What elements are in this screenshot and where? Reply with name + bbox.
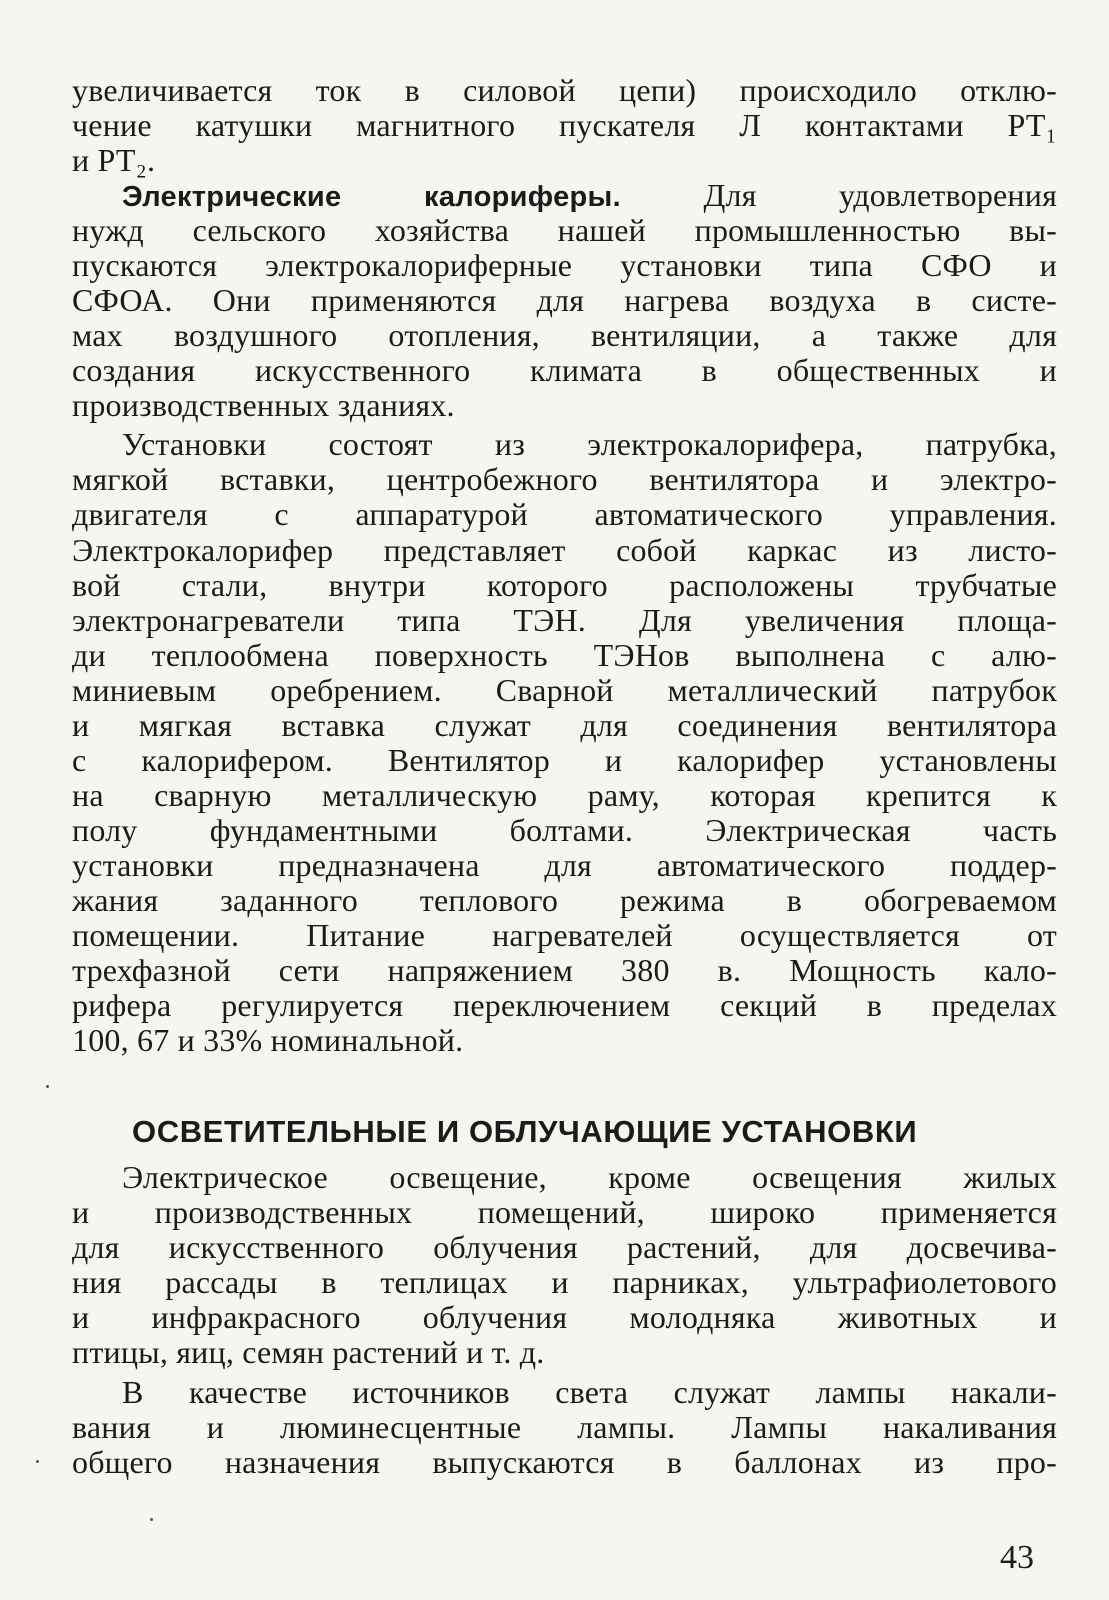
text-line: Электрическое освещение, кроме освещения жилых	[122, 1159, 1057, 1195]
text-line: установки предназначена для автоматического поддер-	[72, 847, 1057, 883]
text-line: и РТ₂.	[72, 142, 156, 178]
text-line: создания искусственного климата в общественных и	[72, 352, 1057, 388]
page-number: 43	[1000, 1539, 1034, 1576]
text-line: птицы, яиц, семян растений и т. д.	[72, 1334, 545, 1370]
text-line: ди теплообмена поверхность ТЭНов выполнена с алю-	[72, 637, 1057, 673]
run-in-line	[122, 176, 1057, 214]
text-line: пускаются электрокалориферные установки типа СФО и	[72, 247, 1057, 283]
text-line: жания заданного теплового режима в обогреваемом	[72, 882, 1057, 918]
text-line: СФОА. Они применяются для нагрева воздуха в систе-	[72, 282, 1057, 318]
text-line: производственных зданиях.	[72, 387, 455, 423]
text-line: на сварную металлическую раму, которая крепится к	[72, 777, 1057, 813]
text-line: вой стали, внутри которого расположены трубчатые	[72, 567, 1057, 603]
text-line: 100, 67 и 33% номинальной.	[72, 1022, 464, 1058]
text-line: полу фундаментными болтами. Электрическая часть	[72, 812, 1057, 848]
text-line: В качестве источников света служат лампы накали-	[122, 1374, 1057, 1410]
text-line: Электрокалорифер представляет собой каркас из листо-	[72, 532, 1057, 568]
text-line: миниевым оребрением. Сварной металлический патрубок	[72, 672, 1057, 708]
scan-speck	[46, 1085, 49, 1088]
text-line: электронагреватели типа ТЭН. Для увеличения площа-	[72, 602, 1057, 638]
text-line: общего назначения выпускаются в баллонах из про-	[72, 1444, 1057, 1480]
run-in-rest: Для удовлетворения	[703, 177, 1057, 213]
text-line: нужд сельского хозяйства нашей промышленностью вы-	[72, 212, 1057, 248]
text-line: с калорифером. Вентилятор и калорифер установлены	[72, 742, 1057, 778]
section-heading: ОСВЕТИТЕЛЬНЫЕ И ОБЛУЧАЮЩИЕ УСТАНОВКИ	[132, 1114, 918, 1149]
scan-speck	[36, 1460, 39, 1463]
text-line: и мягкая вставка служат для соединения вентилятора	[72, 707, 1057, 743]
text-line: для искусственного облучения растений, для досвечива-	[72, 1229, 1057, 1265]
scan-speck	[150, 1518, 153, 1521]
text-line: двигателя с аппаратурой автоматического управления.	[72, 496, 1057, 532]
text-line: рифера регулируется переключением секций в пределах	[72, 987, 1057, 1023]
text-line: и инфракрасного облучения молодняка животных и	[72, 1299, 1057, 1335]
text-line: мах воздушного отопления, вентиляции, а также для	[72, 317, 1057, 353]
text-line: Установки состоят из электрокалорифера, патрубка,	[122, 426, 1057, 462]
text-line: ния рассады в теплицах и парниках, ультрафиолетового	[72, 1264, 1057, 1300]
run-in-heading: Электрические калориферы.	[122, 181, 621, 213]
text-line: чение катушки магнитного пускателя Л контактами РТ₁	[72, 107, 1057, 143]
text-line: и производственных помещений, широко применяется	[72, 1194, 1057, 1230]
text-line: трехфазной сети напряжением 380 в. Мощность кало-	[72, 952, 1057, 988]
text-line: вания и люминесцентные лампы. Лампы накаливания	[72, 1409, 1057, 1445]
text-line: помещении. Питание нагревателей осуществляется от	[72, 917, 1057, 953]
text-line: мягкой вставки, центробежного вентилятора и электро-	[72, 461, 1057, 497]
text-line: увеличивается ток в силовой цепи) происходило отклю-	[72, 72, 1057, 108]
